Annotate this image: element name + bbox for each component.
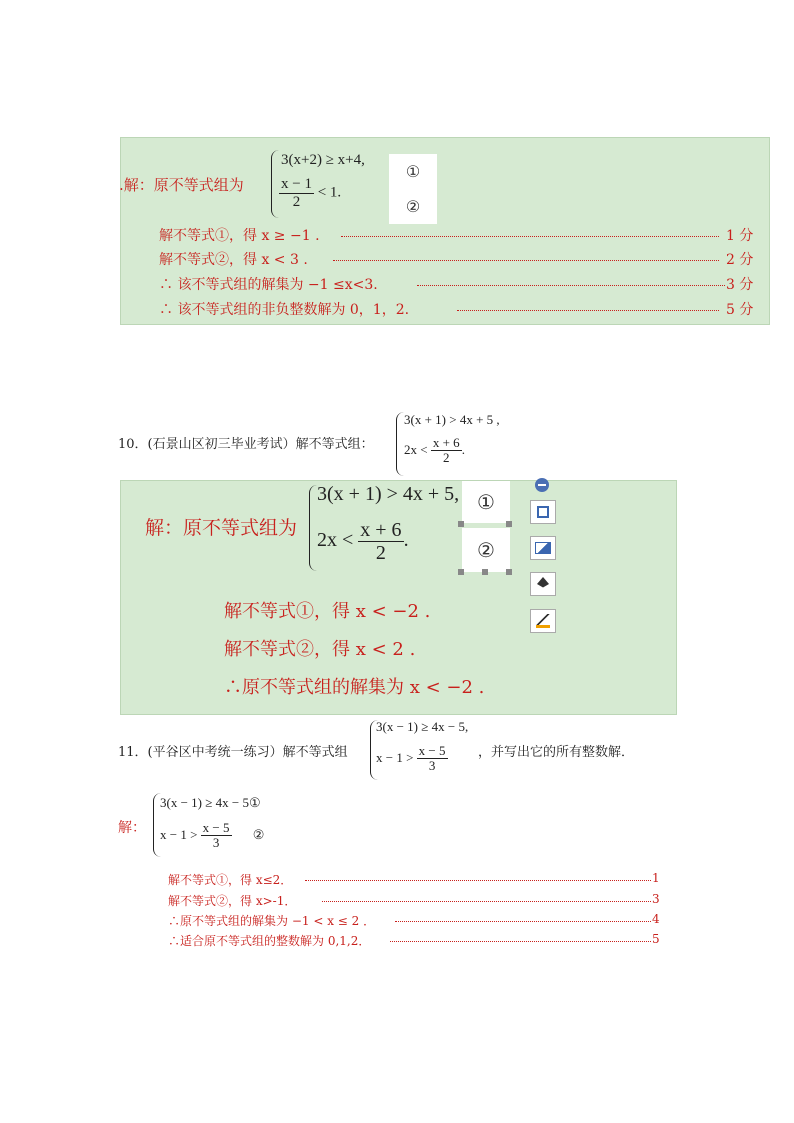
q10-ineq2-end: . [461,441,465,457]
fraction-numerator: x − 5 [202,820,230,835]
inequality-2 [160,821,264,851]
inequality-2-rest: < 1. [317,184,342,201]
step-1: 解不等式①，得 x < −2 . [224,601,431,622]
step-1: 解不等式①，得 x≤2． [168,873,293,887]
fraction-denominator: 3 [428,758,436,774]
score-3: 3 分 [726,277,754,293]
mark-1: ① [405,162,421,181]
q11-ineq2-left: x − 1 > [376,749,414,765]
step-2: 解不等式②，得 x>-1． [168,894,297,908]
fraction-denominator: 3 [212,835,220,851]
crop-icon [537,506,549,518]
q10-inequality-1: 3(x + 1) > 4x + 5 , [404,412,500,427]
mark-2: ② [477,538,495,562]
q10-ineq2-left: 2x < [404,441,428,457]
picture-button[interactable] [530,536,556,560]
fill-button[interactable] [530,572,556,596]
q11-suffix: ，并写出它的所有整数解． [478,745,635,760]
fraction-numerator: x − 5 [418,743,446,758]
resize-handle[interactable] [458,569,464,575]
question-10-label: 10．(石景山区初三毕业考试）解不等式组： [118,437,374,452]
step-3: ∴原不等式组的解集为 x < −2 . [224,677,485,698]
paint-bucket-icon [537,577,549,591]
solution-box-2 [120,480,677,715]
pen-line-icon [536,614,550,628]
leader-dots [322,901,651,902]
step-2: 解不等式②，得 x < 3 . [159,252,308,268]
solution-prefix: 解： [118,820,146,836]
score-4: 5 [652,932,660,946]
solution-box-1 [120,137,770,325]
resize-handle[interactable] [458,521,464,527]
solution-prefix: 解：原不等式组为 [145,517,298,539]
mark-1: ① [477,490,495,514]
step-2: 解不等式②，得 x < 2 . [224,639,416,660]
score-4: 5 分 [726,302,754,318]
step-4: ∴ 该不等式组的非负整数解为 0，1，2. [159,302,410,318]
fraction-numerator: x − 1 [281,176,312,192]
fraction-denominator: 2 [292,193,301,210]
solution-prefix: .解：原不等式组为 [119,176,244,194]
score-2: 3 [652,892,660,906]
line-button[interactable] [530,609,556,633]
leader-dots [305,880,651,881]
mark-1-box[interactable] [462,481,510,523]
score-1: 1 [652,871,660,885]
step-1: 解不等式①，得 x ≥ −1 . [159,228,320,244]
q10-inequality-2 [404,436,465,466]
resize-handle[interactable] [506,521,512,527]
ineq2-end: . [403,529,409,552]
step-3: ∴原不等式组的解集为 −1 < x ≤ 2 ． [168,914,376,928]
inequality-2 [279,176,341,210]
inequality-1: 3(x − 1) ≥ 4x − 5① [160,795,261,810]
leader-dots [457,310,719,311]
leader-dots [417,285,725,286]
mark-2-box[interactable] [462,528,510,572]
q11-inequality-2 [376,744,448,774]
fraction-numerator: x + 6 [360,519,402,541]
collapse-icon[interactable] [535,478,549,492]
marks-box [389,154,437,224]
ineq2-mark: ② [252,826,265,842]
picture-icon [535,542,551,554]
crop-button[interactable] [530,500,556,524]
leader-dots [395,921,651,922]
resize-handle[interactable] [482,569,488,575]
fraction-numerator: x + 6 [432,435,460,450]
step-3: ∴ 该不等式组的解集为 −1 ≤x<3. [159,277,378,293]
step-4: ∴适合原不等式组的整数解为 0,1,2． [168,934,371,948]
system-brace [396,412,404,476]
ineq2-left: 2x < [317,529,354,552]
score-2: 2 分 [726,252,754,268]
leader-dots [341,236,719,237]
inequality-1: 3(x + 1) > 4x + 5, [317,483,460,505]
resize-handle[interactable] [506,569,512,575]
leader-dots [333,260,719,261]
score-1: 1 分 [726,228,754,244]
fraction-denominator: 2 [443,450,450,466]
question-11-label: 11．(平谷区中考统一练习）解不等式组 [118,745,348,760]
mark-2: ② [405,197,421,216]
inequality-2 [317,519,409,564]
leader-dots [390,941,651,942]
ineq2-left: x − 1 > [160,826,198,842]
fraction-denominator: 2 [375,542,386,564]
inequality-1: 3(x+2) ≥ x+4, [281,152,365,168]
score-3: 4 [652,912,660,926]
q11-inequality-1: 3(x − 1) ≥ 4x − 5, [376,719,469,734]
